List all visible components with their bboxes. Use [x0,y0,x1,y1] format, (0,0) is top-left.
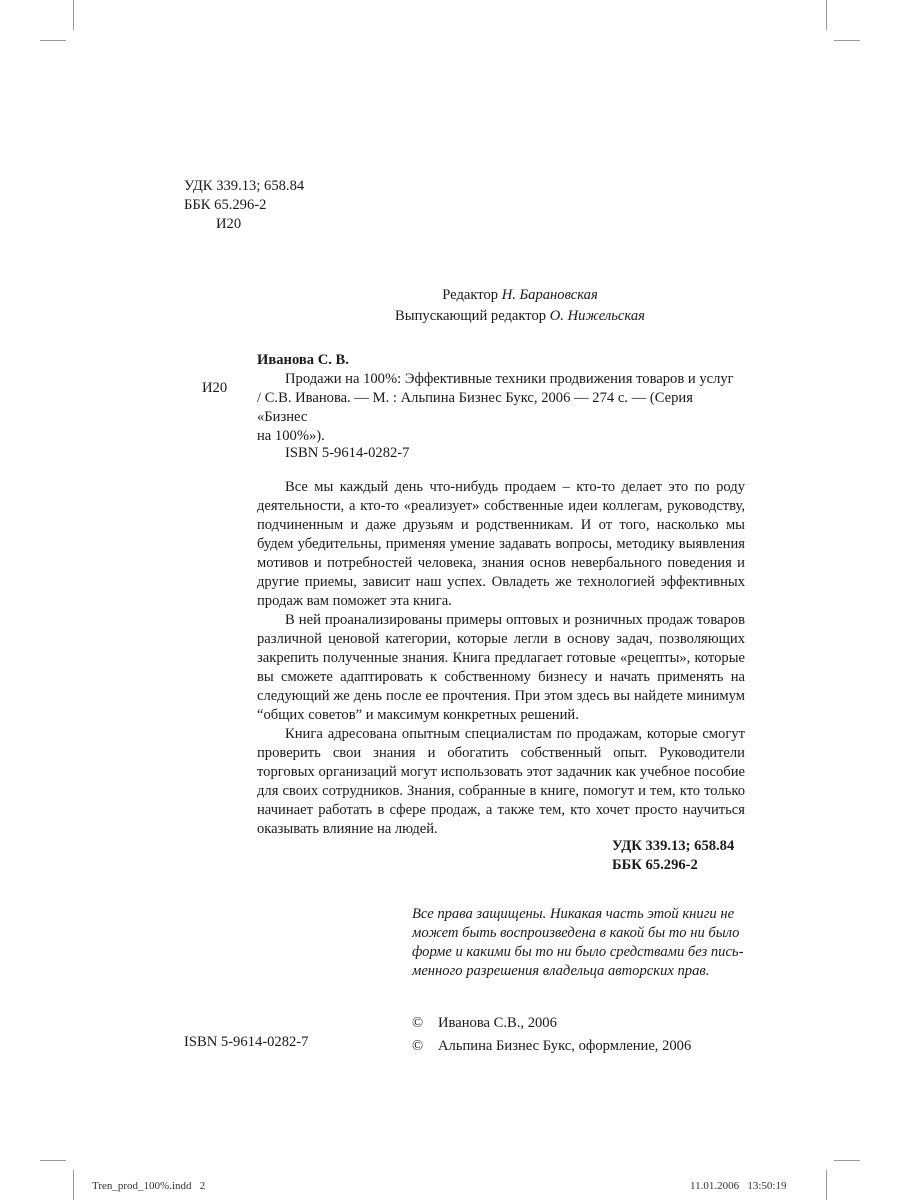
editor-label: Редактор [442,287,499,303]
catalog-isbn: ISBN 5-9614-0282-7 [285,445,410,461]
bold-udk-code: УДК 339.13; 658.84 [612,838,735,854]
catalog-description-line: на 100%»). [257,428,325,444]
header-codes [184,177,304,234]
footer-isbn: ISBN 5-9614-0282-7 [184,1034,309,1050]
catalog-description-line: Продажи на 100%: Эффективные техники продвижения товаров и услуг [285,371,734,387]
rights-notice [412,905,752,981]
exec-editor-name: О. Нижельская [549,308,645,324]
copyright-symbol: © [412,1038,424,1054]
copyright-line [412,1014,691,1033]
crop-mark [73,0,74,30]
author-mark: И20 [216,216,242,232]
annotation-paragraph: В ней проанализированы примеры оптовых и розничных продаж товаров различной ценовой категории, которые легли в основу задач, позволяющих закрепить полученные знания. Книга предлагает готовые «рецепты», которые вы сможете адаптировать к собственному бизнесу и начать применять на следующий же день после ее прочтения. При этом здесь вы найдете минимум “общих советов” и максимум конкретных решений. [257,612,745,723]
crop-mark [40,40,66,41]
udk-code: УДК 339.13; 658.84 [184,178,305,194]
crop-mark [40,1160,66,1161]
catalog-description-line: / С.В. Иванова. — М. : Альпина Бизнес Букс, 2006 — 274 с. — (Серия «Бизнес [257,390,693,425]
crop-mark [834,40,860,41]
bold-codes [612,837,734,875]
editor-line [340,286,700,305]
slug-datetime: 11.01.2006 13:50:19 [690,1180,787,1192]
annotation-paragraph: Все мы каждый день что-нибудь продаем – кто-то делает это по роду деятельности, а кто-то «реализует» собственные идеи коллегам, руководству, подчиненным и даже друзьям и родственникам. И от того, насколько мы будем убедительны, применяя умение задавать вопросы, методику выявления мотивов и потребностей человека, знания основ невербального поведения и другие приемы, зависит наш успех. Овладеть же технологией эффективных продаж вам поможет эта книга. [257,479,745,609]
editors-block [340,286,700,326]
editor-name: Н. Барановская [501,287,598,303]
catalog-description [257,370,745,446]
copyright-line [412,1037,691,1056]
crop-mark [826,0,827,30]
exec-editor-label: Выпускающий редактор [395,308,547,324]
copyright-text: Иванова С.В., 2006 [438,1015,557,1031]
rights-line: менного разрешения владельца авторских прав. [412,963,710,979]
catalog-mark: И20 [202,380,228,396]
bbk-code: ББК 65.296-2 [184,197,267,213]
bold-bbk-code: ББК 65.296-2 [612,857,698,873]
crop-mark [834,1160,860,1161]
copyright-text: Альпина Бизнес Букс, оформление, 2006 [438,1038,692,1054]
catalog-author: Иванова С. В. [257,352,349,368]
rights-line: Все права защищены. Никакая часть этой книги не [412,906,735,922]
copyright-symbol: © [412,1015,424,1031]
crop-mark [826,1170,827,1200]
annotation-paragraph: Книга адресована опытным специалистам по продажам, которые смогут проверить свои знания и обогатить собственный опыт. Руководители торговых организаций могут использовать этот задачник как учебное пособие для своих сотрудников. Знания, собранные в книге, помогут и тем, кто только начинает работать в сфере продаж, а также тем, кто хочет просто научиться оказывать влияние на людей. [257,726,745,837]
crop-mark [73,1170,74,1200]
annotation [257,478,745,839]
rights-line: может быть воспроизведена в какой бы то ни было [412,925,740,941]
slug-filename: Tren_prod_100%.indd 2 [92,1180,206,1192]
rights-line: форме и какими бы то ни было средствами без пись- [412,944,744,960]
exec-editor-line [340,307,700,326]
copyright-block [412,1014,691,1056]
